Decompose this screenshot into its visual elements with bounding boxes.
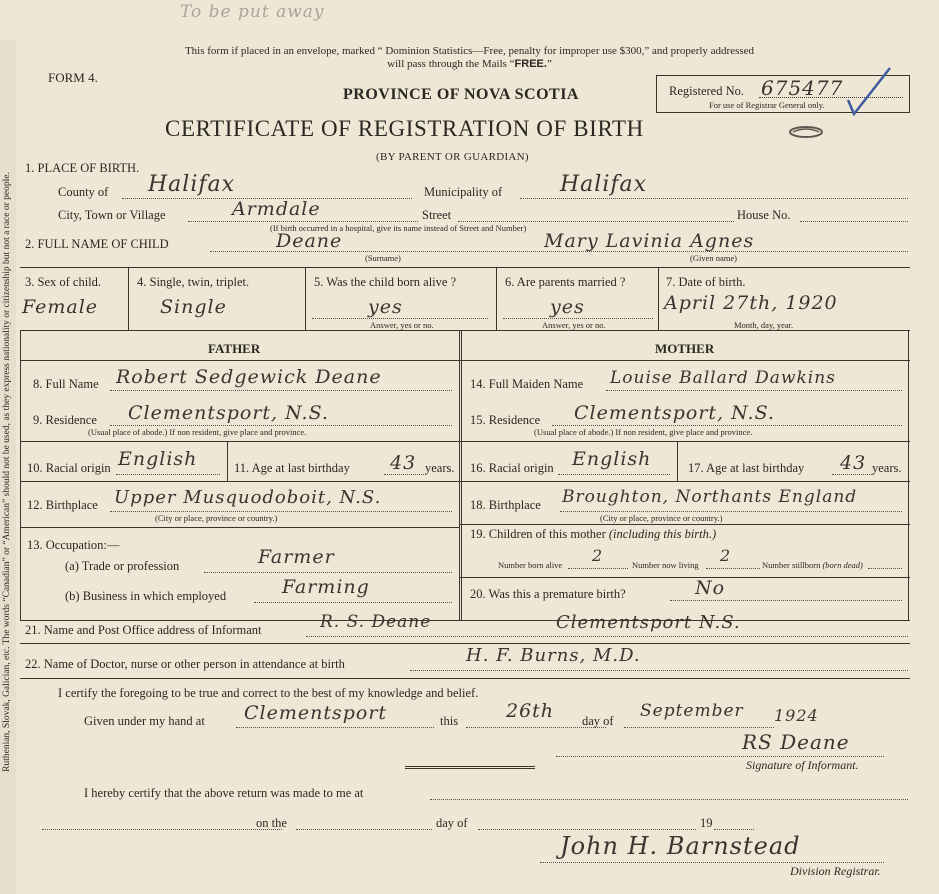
mother-racial-label: 16. Racial origin: [470, 461, 554, 475]
signature-of-informant-label: Signature of Informant.: [746, 758, 859, 772]
certify-statement: I certify the foregoing to be true and correct to the best of my knowledge and belief.: [58, 686, 479, 700]
informant-label: 21. Name and Post Office address of Informant: [25, 623, 262, 637]
mother-name-line: [606, 390, 902, 391]
registrar-signature-line: [540, 862, 884, 863]
alive-value: yes: [368, 296, 403, 318]
alive-hint: Answer, yes or no.: [370, 320, 434, 330]
mother-birthplace-line: [560, 511, 902, 512]
father-racial-divider: [227, 441, 228, 481]
father-name-line: [110, 390, 452, 391]
father-name-label: 8. Full Name: [33, 377, 99, 391]
doctor-label: 22. Name of Doctor, nurse or other person in attendance at birth: [25, 657, 345, 671]
registrar-statement: I hereby certify that the above return was made to me at: [84, 786, 364, 800]
row3-divider-2: [305, 267, 306, 330]
certificate-title: CERTIFICATE OF REGISTRATION OF BIRTH: [165, 116, 644, 141]
registrar-day-label: day of: [436, 816, 468, 830]
street-line: [458, 221, 734, 222]
envelope-note-line2: [0, 58, 939, 70]
date-value: April 27th, 1920: [664, 292, 838, 314]
city-line: [188, 221, 418, 222]
father-residence: Clementsport, N.S.: [128, 402, 329, 424]
row3-top-rule: [20, 267, 910, 268]
mother-years-label: years.: [872, 461, 902, 475]
informant-rule: [20, 643, 910, 644]
division-registrar-label: Division Registrar.: [790, 864, 881, 878]
mother-rule-4: [460, 577, 910, 578]
doctor-name: H. F. Burns, M.D.: [466, 645, 641, 666]
given-name-hint: (Given name): [690, 253, 737, 263]
given-place: Clementsport: [244, 702, 388, 724]
informant-address: Clementsport N.S.: [556, 612, 741, 633]
alive-line: [312, 318, 488, 319]
married-hint: Answer, yes or no.: [542, 320, 606, 330]
envelope-note-text: This form if placed in an envelope, marked “ Dominion Statistics—Free, penalty for improper use $300,” and properly addressed: [184, 45, 755, 57]
stamp-icon: [787, 124, 825, 140]
born-alive-label: Number born alive: [498, 560, 563, 570]
occupation-label: 13. Occupation:—: [27, 538, 120, 552]
mother-residence: Clementsport, N.S.: [574, 402, 775, 424]
pencil-note: To be put away: [180, 2, 325, 22]
child-name-label: 2. FULL NAME OF CHILD: [25, 237, 169, 251]
city-value: Armdale: [232, 198, 321, 220]
father-heading: FATHER: [208, 341, 261, 356]
mother-residence-label: 15. Residence: [470, 413, 541, 427]
blue-check-icon: [846, 62, 896, 122]
mother-rule-2: [460, 481, 910, 482]
registrar-place-line: [430, 799, 908, 800]
father-racial-label: 10. Racial origin: [27, 461, 111, 475]
row3-divider-4: [658, 267, 659, 330]
envelope-note: [0, 45, 939, 57]
box-left-border: [20, 330, 21, 620]
father-racial-line: [116, 474, 220, 475]
mother-birthplace-label: 18. Birthplace: [470, 498, 541, 512]
mother-birthplace: Broughton, Northants England: [562, 487, 858, 507]
given-place-line: [236, 727, 434, 728]
married-value: yes: [550, 296, 585, 318]
mother-birthplace-hint: (City or place, province or country.): [600, 513, 723, 523]
stillborn-label: [762, 560, 863, 570]
mother-rule-1: [460, 441, 910, 442]
children-label: [470, 527, 716, 542]
this-label: this: [440, 714, 459, 728]
row3-bottom-rule: [20, 330, 910, 331]
house-label: House No.: [737, 208, 791, 222]
alive-label: 5. Was the child born alive ?: [314, 275, 457, 289]
registrar-use-note: For use of Registrar General only.: [709, 100, 825, 110]
father-residence-hint: (Usual place of abode.) If non resident, give place and province.: [88, 427, 307, 437]
county-value: Halifax: [148, 172, 236, 197]
father-residence-line: [110, 425, 452, 426]
mother-residence-hint: (Usual place of abode.) If non resident, give place and province.: [534, 427, 753, 437]
row3-divider-1: [128, 267, 129, 330]
hospital-note: (If birth occurred in a hospital, give its name instead of Street and Number): [270, 223, 527, 233]
given-day: 26th: [506, 700, 555, 722]
premature-label: 20. Was this a premature birth?: [470, 587, 626, 601]
born-alive-value: 2: [592, 546, 604, 565]
registrar-year-line: [714, 829, 754, 830]
stillborn-label-text: Number stillborn: [762, 560, 821, 570]
mother-age-line: [832, 474, 874, 475]
stillborn-hint: (born dead): [822, 560, 863, 570]
envelope-note-post: ”: [546, 58, 552, 70]
trade-line: [204, 572, 452, 573]
mother-heading: MOTHER: [655, 341, 715, 356]
mother-rule-3: [460, 524, 910, 525]
business-value: Farming: [282, 576, 370, 598]
father-years-label: years.: [425, 461, 455, 475]
mother-racial: English: [572, 448, 652, 470]
form-number: FORM 4.: [48, 70, 98, 85]
married-label: 6. Are parents married ?: [505, 275, 626, 289]
registrar-pre-line: [42, 829, 282, 830]
city-label: City, Town or Village: [58, 208, 166, 222]
day-of-label: day of: [582, 714, 614, 728]
father-name: Robert Sedgewick Deane: [116, 366, 382, 388]
envelope-note-pre: will pass through the Mails “: [387, 58, 515, 70]
given-year: 1924: [774, 706, 819, 725]
mother-age-label: 17. Age at last birthday: [688, 461, 805, 475]
informant-signature: RS Deane: [742, 730, 850, 754]
registrar-year-prefix: 19: [700, 816, 713, 830]
street-label: Street: [422, 208, 452, 222]
father-birthplace-label: 12. Birthplace: [27, 498, 98, 512]
mother-name-label: 14. Full Maiden Name: [470, 377, 584, 391]
now-living-value: 2: [720, 546, 732, 565]
doctor-rule: [20, 678, 910, 679]
registered-label: Registered No.: [669, 84, 744, 98]
now-living-label: Number now living: [632, 560, 699, 570]
municipality-label: Municipality of: [424, 185, 503, 199]
certificate-subtitle: (BY PARENT OR GUARDIAN): [376, 151, 529, 163]
date-label: 7. Date of birth.: [666, 275, 746, 289]
born-alive-line: [568, 568, 628, 569]
father-age-line: [384, 474, 426, 475]
premature-value: No: [695, 577, 726, 599]
father-birthplace-hint: (City or place, province or country.): [155, 513, 278, 523]
section-divider: [405, 766, 535, 769]
informant-line: [306, 636, 908, 637]
single-value: Single: [160, 296, 227, 318]
informant-name: R. S. Deane: [320, 612, 432, 632]
married-line: [503, 318, 653, 319]
sex-label: 3. Sex of child.: [25, 275, 102, 289]
row3-divider-3: [496, 267, 497, 330]
given-label: Given under my hand at: [84, 714, 205, 728]
county-label: County of: [58, 185, 109, 199]
business-line: [254, 602, 452, 603]
children-hint: (including this birth.): [608, 527, 717, 541]
mother-racial-line: [558, 474, 670, 475]
father-residence-label: 9. Residence: [33, 413, 97, 427]
sex-value: Female: [22, 296, 99, 318]
mother-residence-line: [552, 425, 902, 426]
father-age-label: 11. Age at last birthday: [234, 461, 350, 475]
trade-label: (a) Trade or profession: [65, 559, 180, 573]
mother-name: Louise Ballard Dawkins: [610, 368, 836, 388]
registrar-day-line: [296, 829, 432, 830]
surname-hint: (Surname): [365, 253, 401, 263]
single-label: 4. Single, twin, triplet.: [137, 275, 250, 289]
free-text: FREE.: [514, 58, 547, 70]
father-age: 43: [390, 452, 417, 474]
father-birthplace-line: [110, 511, 452, 512]
father-birthplace: Upper Musquodoboit, N.S.: [114, 487, 382, 508]
given-month-line: [624, 727, 774, 728]
province-heading: PROVINCE OF NOVA SCOTIA: [343, 86, 579, 103]
business-label: (b) Business in which employed: [65, 589, 227, 603]
father-rule-2: [20, 481, 460, 482]
children-label-text: 19. Children of this mother: [470, 527, 606, 541]
side-note: Ruthenian, Slovak, Galician, etc. The words “Canadian” or “American” should not be used, as they express nationality or citizenship but not a race or people.: [2, 172, 12, 772]
informant-signature-line: [556, 756, 884, 757]
registered-number: 675477: [761, 76, 844, 100]
given-month: September: [640, 701, 744, 721]
registrar-signature: John H. Barnstead: [560, 832, 801, 860]
registrar-on-label: on the: [256, 816, 287, 830]
date-hint: Month, day, year.: [734, 320, 794, 330]
heading-rule: [20, 360, 910, 361]
mother-racial-divider: [677, 441, 678, 481]
father-racial: English: [118, 448, 198, 470]
mother-age: 43: [840, 452, 867, 474]
father-rule-3: [20, 527, 460, 528]
box-bottom-rule: [20, 620, 910, 621]
child-surname: Deane: [276, 230, 343, 252]
father-rule-1: [20, 441, 460, 442]
now-living-line: [706, 568, 760, 569]
municipality-line: [520, 198, 908, 199]
municipality-value: Halifax: [560, 172, 648, 197]
child-given-name: Mary Lavinia Agnes: [544, 230, 755, 252]
registrar-month-line: [478, 829, 696, 830]
house-line: [800, 221, 908, 222]
trade-value: Farmer: [258, 546, 335, 568]
stillborn-line: [868, 568, 902, 569]
place-of-birth-label: 1. PLACE OF BIRTH.: [25, 161, 140, 175]
doctor-line: [410, 670, 908, 671]
premature-line: [670, 600, 902, 601]
